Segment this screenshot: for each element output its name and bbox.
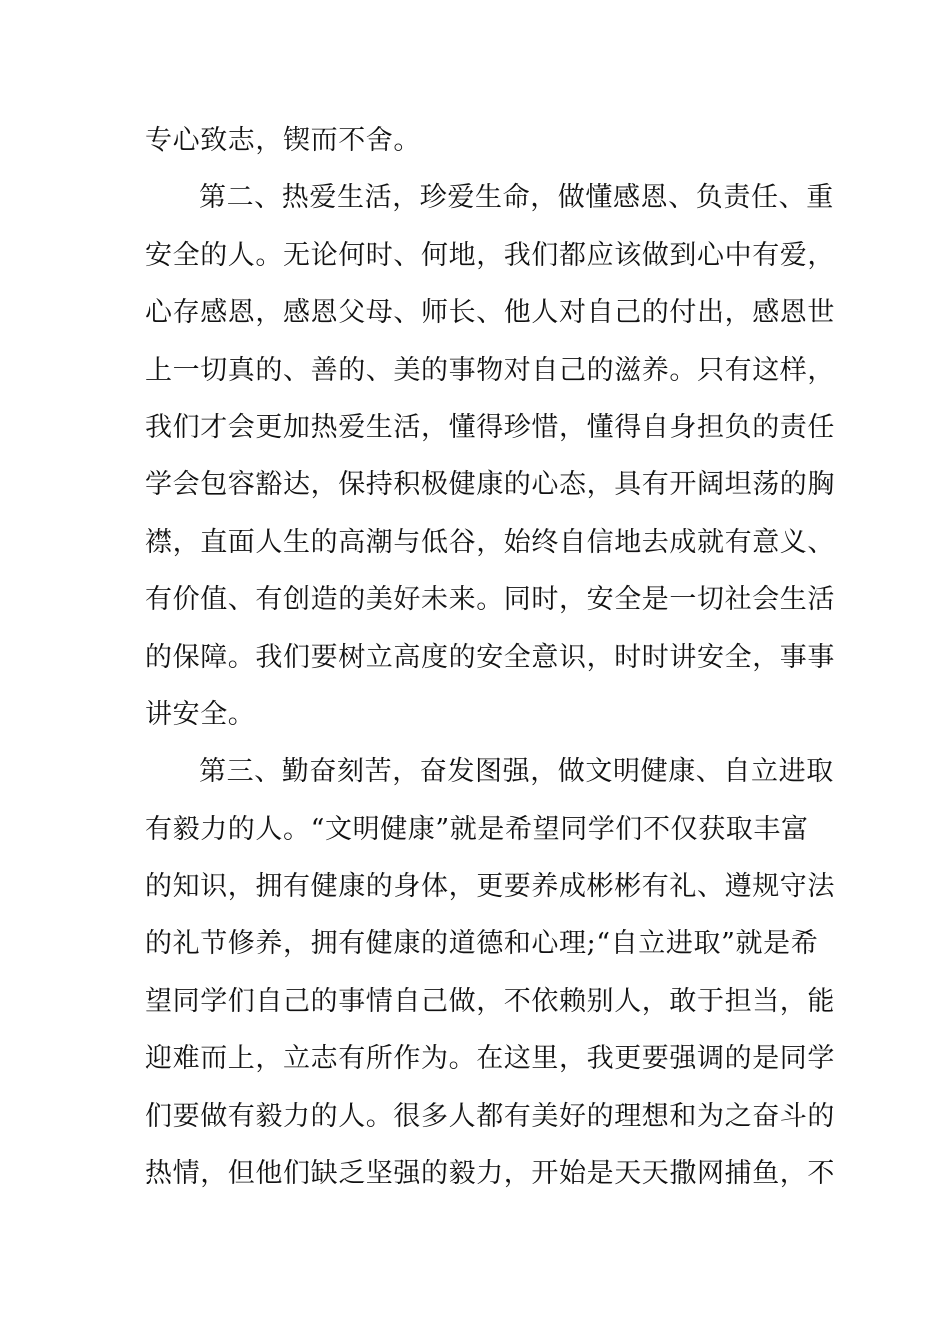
text-line: 专心致志，锲而不舍。: [145, 125, 421, 156]
text-line: 迎难而上，立志有所作为。在这里，我更要强调的是同学: [145, 1043, 835, 1075]
paragraph-start-line: 第三、勤奋刻苦，奋发图强，做文明健康、自立进取: [199, 756, 834, 788]
text-line: 有毅力的人。“文明健康”就是希望同学们不仅获取丰富: [145, 813, 809, 845]
text-line: 热情，但他们缺乏坚强的毅力，开始是天天撒网捕鱼，不: [145, 1158, 835, 1190]
document-body: [145, 112, 835, 1202]
text-line: 上一切真的、善的、美的事物对自己的滋养。只有这样，: [145, 354, 835, 386]
text-line: 我们才会更加热爱生活，懂得珍惜，懂得自身担负的责任: [145, 411, 835, 443]
text-line: 襟，直面人生的高潮与低谷，始终自信地去成就有意义、: [145, 526, 835, 558]
text-line: 望同学们自己的事情自己做，不依赖别人，敢于担当，能: [145, 985, 835, 1017]
text-line: 安全的人。无论何时、何地，我们都应该做到心中有爱，: [145, 239, 835, 271]
text-line: 们要做有毅力的人。很多人都有美好的理想和为之奋斗的: [145, 1100, 835, 1132]
text-line: 的礼节修养，拥有健康的道德和心理;“自立进取”就是希: [145, 928, 819, 960]
text-line: 的知识，拥有健康的身体，更要养成彬彬有礼、遵规守法: [145, 871, 835, 903]
paragraph-start-line: 第二、热爱生活，珍爱生命，做懂感恩、负责任、重: [199, 182, 834, 214]
text-line: 心存感恩，感恩父母、师长、他人对自己的付出，感恩世: [145, 297, 835, 329]
text-line: 讲安全。: [145, 698, 256, 730]
text-line: 的保障。我们要树立高度的安全意识，时时讲安全，事事: [145, 641, 835, 673]
text-line: 学会包容豁达，保持积极健康的心态，具有开阔坦荡的胸: [145, 469, 835, 501]
text-line: 有价值、有创造的美好未来。同时，安全是一切社会生活: [145, 584, 835, 616]
